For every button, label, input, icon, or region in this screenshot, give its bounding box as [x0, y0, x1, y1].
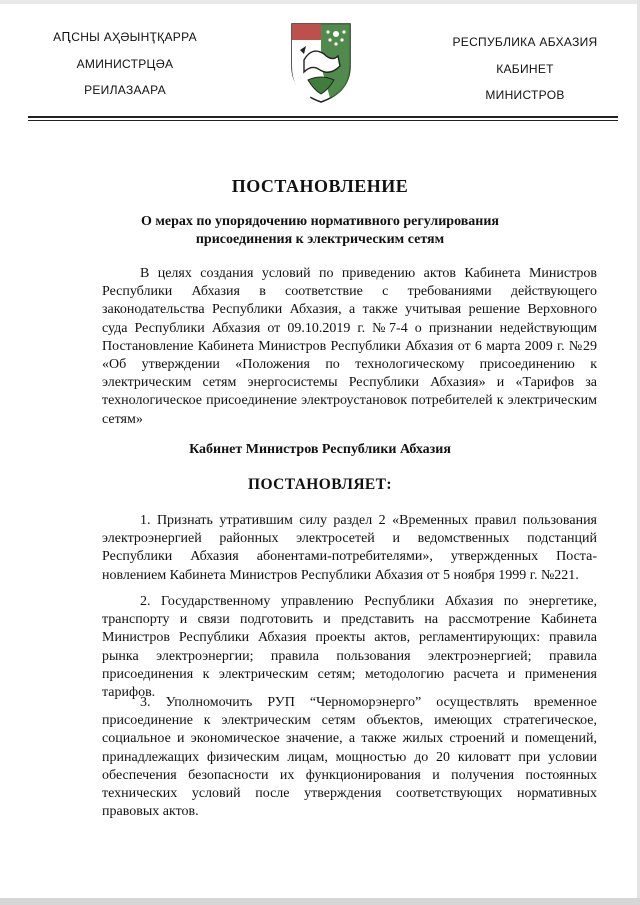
- letterhead-left-line-3: РЕИЛАЗААРА: [84, 83, 166, 97]
- issuer-heading: Кабинет Министров Республики Абхазия: [189, 442, 451, 457]
- scan-edge-bottom: [0, 898, 640, 905]
- clause-2: 2. Государственному управлению Республики Абхазия по энергетике, транспорту и связи подготовить и представить на рассмотрение Кабинета Министров Республики Абхазия проекты актов, регламентирующих: правила рынка электроэнергии; правила пользования электроэнергией; правила присоединения к электрическим сетям; методологию расчета и применения тарифов.: [102, 594, 597, 701]
- preamble-paragraph: В целях создания условий по приведению актов Кабинета Министров Республики Абхазия в соответствие с требованиями действующего законодательства Республики Абхазия, а также учитывая решение Верховного суда Республики Абхазия от 09.10.2019 г. №7-4 о признании недействующим Постановление Кабинета Министров Республики Абхазия от 6 марта 2009 г. №29 «Об утверждении «Положения по технологическому присоединению к электрическим сетям энергосистемы Республики Абхазия» и «Тарифов за технологическое присоединение электроустановок потребителей к электрическим сетям»: [102, 266, 597, 427]
- clause-3: 3. Уполномочить РУП “Черноморэнерго” осуществлять временное присоединение к электрическим сетям объектов, имеющих стратегическое, социальное и экономическое значение, а также жилых строений и помещений, принадлежащих физическим лицам, мощностью до 20 киловатт при условии обеспечения безопасности их функционирования и получения постоянных технических условий после утверждения соответствующих нормативных правовых актов.: [102, 695, 597, 820]
- letterhead-right-line-3: МИНИСТРОВ: [485, 88, 565, 102]
- scan-edge-top: [0, 0, 640, 4]
- document-subject: О мерах по упорядочению нормативного регулирования присоединения к электрическим сетям: [140, 214, 499, 247]
- letterhead-left-line-2: АМИНИСТРЦӘА: [76, 57, 174, 71]
- letterhead-right-line-2: КАБИНЕТ: [496, 62, 554, 76]
- clause-1: 1. Признать утратившим силу раздел 2 «Временных правил пользования электроэнергией районных электросетей и ведомственных подстанций Республики Абхазия абонентами-потребителями», утвержденных Постановлением Кабинета Министров Республики Абхазия от 5 ноября 1999 г. №221.: [102, 513, 597, 583]
- resolves-heading: ПОСТАНОВЛЯЕТ:: [248, 476, 392, 493]
- document-title: ПОСТАНОВЛЕНИЕ: [231, 176, 409, 196]
- coat-of-arms-emblem-icon: [286, 20, 356, 104]
- letterhead-rule-thin: [28, 120, 618, 121]
- letterhead-rule-thick: [28, 116, 618, 118]
- letterhead-left-line-1: АԤСНЫ АҲӘЫНҬҚАРРА: [53, 30, 197, 44]
- letterhead-right-line-1: РЕСПУБЛИКА АБХАЗИЯ: [452, 35, 598, 49]
